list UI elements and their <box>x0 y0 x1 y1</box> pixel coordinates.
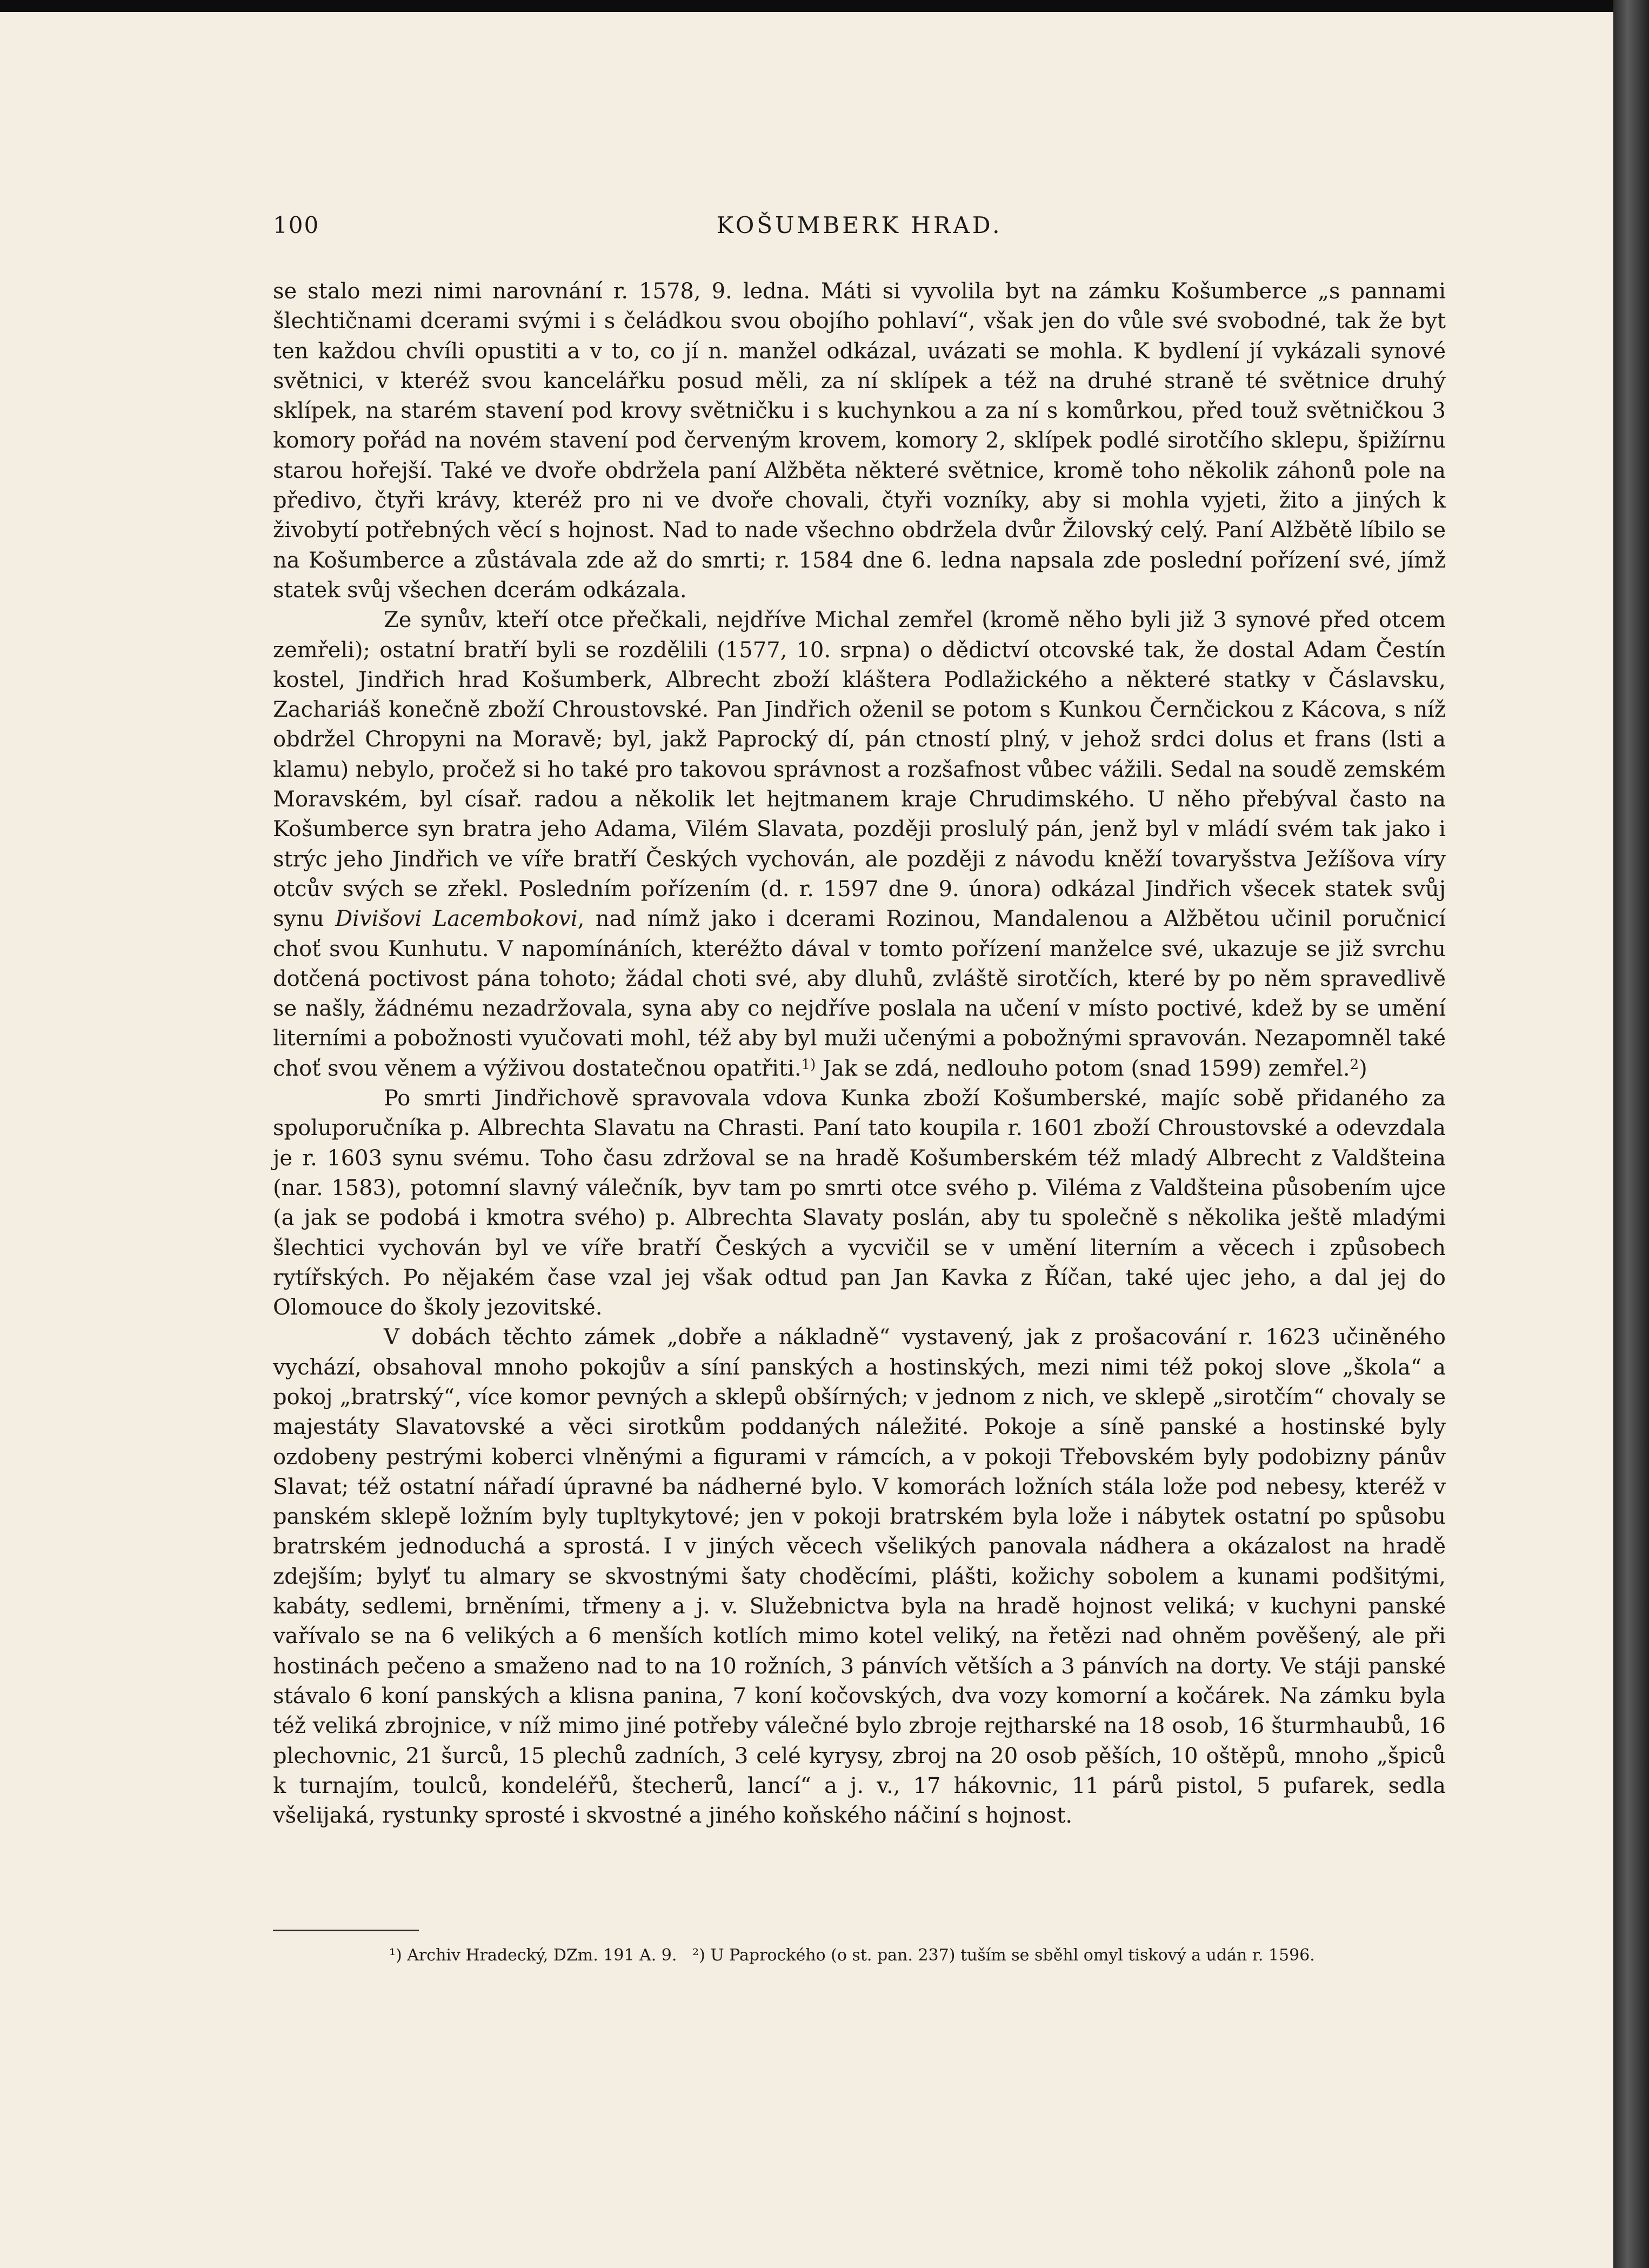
footnote-2-mark: ²) <box>692 1946 705 1965</box>
footnote-ref-2: 2 <box>1350 1056 1359 1073</box>
footnote-divider <box>273 1930 419 1931</box>
footnote-1-mark: ¹) <box>389 1946 402 1965</box>
paragraph-4: V dobách těchto zámek „dobře a nákladně“ vystavený, jak z prošacování r. 1623 učiněného vychází, obsahoval mnoho pokojův a síní panských a hostinských, mezi nimi též pokoj slove „škola“ a pokoj „bratrský“, více komor pevných a sklepů obšírných; v jednom z nich, ve sklepě „sirotčím“ chovaly se majestáty Slavatovské a věci sirotkům poddaných náležité. Pokoje a síně panské a hostinské byly ozdobeny pestrými koberci vlněnými a figurami v rámcích, a v pokoji Třebovském byly podobizny pánův Slavat; též ostatní nářadí úpravné ba nádherné bylo. V komorách ložních stála lože pod nebesy, kteréž v panském sklepě ložním byly tupltykytové; jen v pokoji bratrském byla lože i nábytek ostatní po spůsobu bratrském jednoduchá a sprostá. I v jiných věcech všelikých panovala nádhera a okázalost na hradě zdejším; bylyť tu almary se skvostnými šaty choděcími, plášti, kožichy sobolem a kunami podšitými, kabáty, sedlemi, brněními, třmeny a j. v. Služebnictva byla na hradě hojnost veliká; v kuchyni panské vařívalo se na 6 velikých a 6 menších kotlích mimo kotel veliký, na řetězi nad ohněm pověšený, ale při hostinách pečeno a smaženo nad to na 10 rožních, 3 pánvích větších a 3 pánvích na dorty. Ve stáji panské stávalo 6 koní panských a klisna panina, 7 koní kočovských, dva vozy komorní a kočárek. Na zámku byla též veliká zbrojnice, v níž mimo jiné potřeby válečné bylo zbroje rejtharské na 18 osob, 16 šturmhaubů, 16 plechovnic, 21 šurců, 15 plechů zadních, 3 celé kyrysy, zbroj na 20 osob pěších, 10 oštěpů, mnoho „špiců k turnajím, toulců, kondeléřů, štecherů, lancí“ a j. v., 17 hákovnic, 11 párů pistol, 5 pufarek, sedla všelijaká, rystunky sprosté i skvostné a jiného koňského náčiní s hojnost. <box>273 1325 1446 1829</box>
paragraph-2-part-c: Jak se zdá, nedlouho potom (snad 1599) zemřel. <box>816 1056 1350 1081</box>
page-header <box>273 212 1446 244</box>
paragraph-2 <box>273 605 1446 1084</box>
body-text <box>273 277 1446 1831</box>
footnote-ref-1: 1) <box>801 1056 816 1073</box>
footnote-2-text: U Paprockého (o st. pan. 237) tuším se sběhl omyl tiskový a udán r. 1596. <box>710 1946 1315 1965</box>
paragraph-2-part-d: ) <box>1359 1056 1367 1081</box>
book-edge <box>1613 0 1649 2268</box>
paragraph-2-part-a: Ze synův, kteří otce přečkali, nejdříve Michal zemřel (kromě něho byli již 3 synové před otcem zemřeli); ostatní bratří byli se rozdělili (1577, 10. srpna) o dědictví otcovské tak, že dostal Adam Čestín kostel, Jindřich hrad Košumberk, Albrecht zboží kláštera Podlažického a některé statky v Čáslavsku, Zachariáš konečně zboží Chroustovské. Pan Jindřich oženil se potom s Kunkou Černčickou z Kácova, s níž obdržel Chropyni na Moravě; byl, jakž Paprocký dí, pán ctností plný, v jehož srdci dolus et frans (lsti a klamu) nebylo, pročež si ho také pro takovou správnost a rozšafnost vůbec vážili. Sedal na soudě zemském Moravském, byl císař. radou a několik let hejtmanem kraje Chrudimského. U něho přebýval často na Košumberce syn bratra jeho Adama, Vilém Slavata, později proslulý pán, jenž byl v mládí svém tak jako i strýc jeho Jindřich ve víře bratří Českých vychován, ale později z návodu kněží tovaryšstva Ježíšova víry otcův svých se zřekl. Posledním pořízením (d. r. 1597 dne 9. února) odkázal Jindřich všecek statek svůj synu <box>273 608 1446 932</box>
book-page <box>0 12 1613 2268</box>
paragraph-2-part-b: , nad nímž jako i dcerami Rozinou, Mandalenou a Alžbětou učinil poručnicí choť svou Kunhutu. V napomínáních, kteréžto dával v tomto pořízení manželce své, ukazuje se již svrchu dotčená poctivost pána tohoto; žádal choti své, aby dluhů, zvláště sirotčích, které by po něm spravedlivě se našly, žádnému nezadržovala, syna aby co nejdříve poslala na učení v místo poctivé, kdež by se umění literními a pobožnosti vyučovati mohl, též aby byl muži učenými a pobožnými spravován. Nezapomněl také choť svou věnem a výživou dostatečnou opatřiti. <box>273 906 1446 1081</box>
footnotes <box>389 1944 1448 1967</box>
footnote-ref-1-number: 1 <box>801 1056 811 1073</box>
paragraph-1: se stalo mezi nimi narovnání r. 1578, 9. ledna. Máti si vyvolila byt na zámku Košumberce „s pannami šlechtičnami dcerami svými i s čeládkou svou obojího pohlaví“, však jen do vůle své svobodné, tak že byt ten každou chvíli opustiti a v to, co jí n. manžel odkázal, uvázati se mohla. K bydlení jí vykázali synové světnici, v kteréž svou kancelářku posud měli, za ní sklípek a též na druhé straně té světnice druhý sklípek, na starém stavení pod krovy světničku i s kuchynkou a za ní s komůrkou, před touž světničkou 3 komory pořád na novém stavení pod červeným krovem, komory 2, sklípek podlé sirotčího sklepu, špižírnu starou hořejší. Také ve dvoře obdržela paní Alžběta některé světnice, kromě toho několik záhonů pole na předivo, čtyři krávy, kteréž pro ni ve dvoře chovali, čtyři vozníky, aby si mohla vyjeti, žito a jiných k živobytí potřebných věcí s hojnost. Nad to nade všechno obdržela dvůr Žilovský celý. Paní Alžbětě líbilo se na Košumberce a zůstávala zde až do smrti; r. 1584 dne 6. ledna napsala zde poslední pořízení své, jímž statek svůj všechen dcerám odkázala. <box>273 279 1446 603</box>
footnote-1-text: Archiv Hradecký, DZm. 191 A. 9. <box>407 1946 677 1965</box>
running-title: KOŠUMBERK HRAD. <box>716 212 1003 238</box>
paragraph-3: Po smrti Jindřichově spravovala vdova Kunka zboží Košumberské, majíc sobě přidaného za spoluporučníka p. Albrechta Slavatu na Chrasti. Paní tato koupila r. 1601 zboží Chroustovské a odevzdala je r. 1603 synu svému. Toho času zdržoval se na hradě Košumberském též mladý Albrecht z Valdšteina (nar. 1583), potomní slavný válečník, byv tam po smrti otce svého p. Viléma z Valdšteina působením ujce (a jak se podobá i kmotra svého) p. Albrechta Slavaty poslán, aby tu společně s několika ještě mladými šlechtici vychován byl ve víře bratří Českých a vycvičil se v umění literním a věcech i způsobech rytířských. Po nějakém čase vzal jej však odtud pan Jan Kavka z Říčan, také ujec jeho, a dal jej do Olomouce do školy jezovitské. <box>273 1086 1446 1320</box>
person-name-italic: Divišovi Lacembokovi <box>335 906 578 932</box>
page-number: 100 <box>273 212 320 238</box>
